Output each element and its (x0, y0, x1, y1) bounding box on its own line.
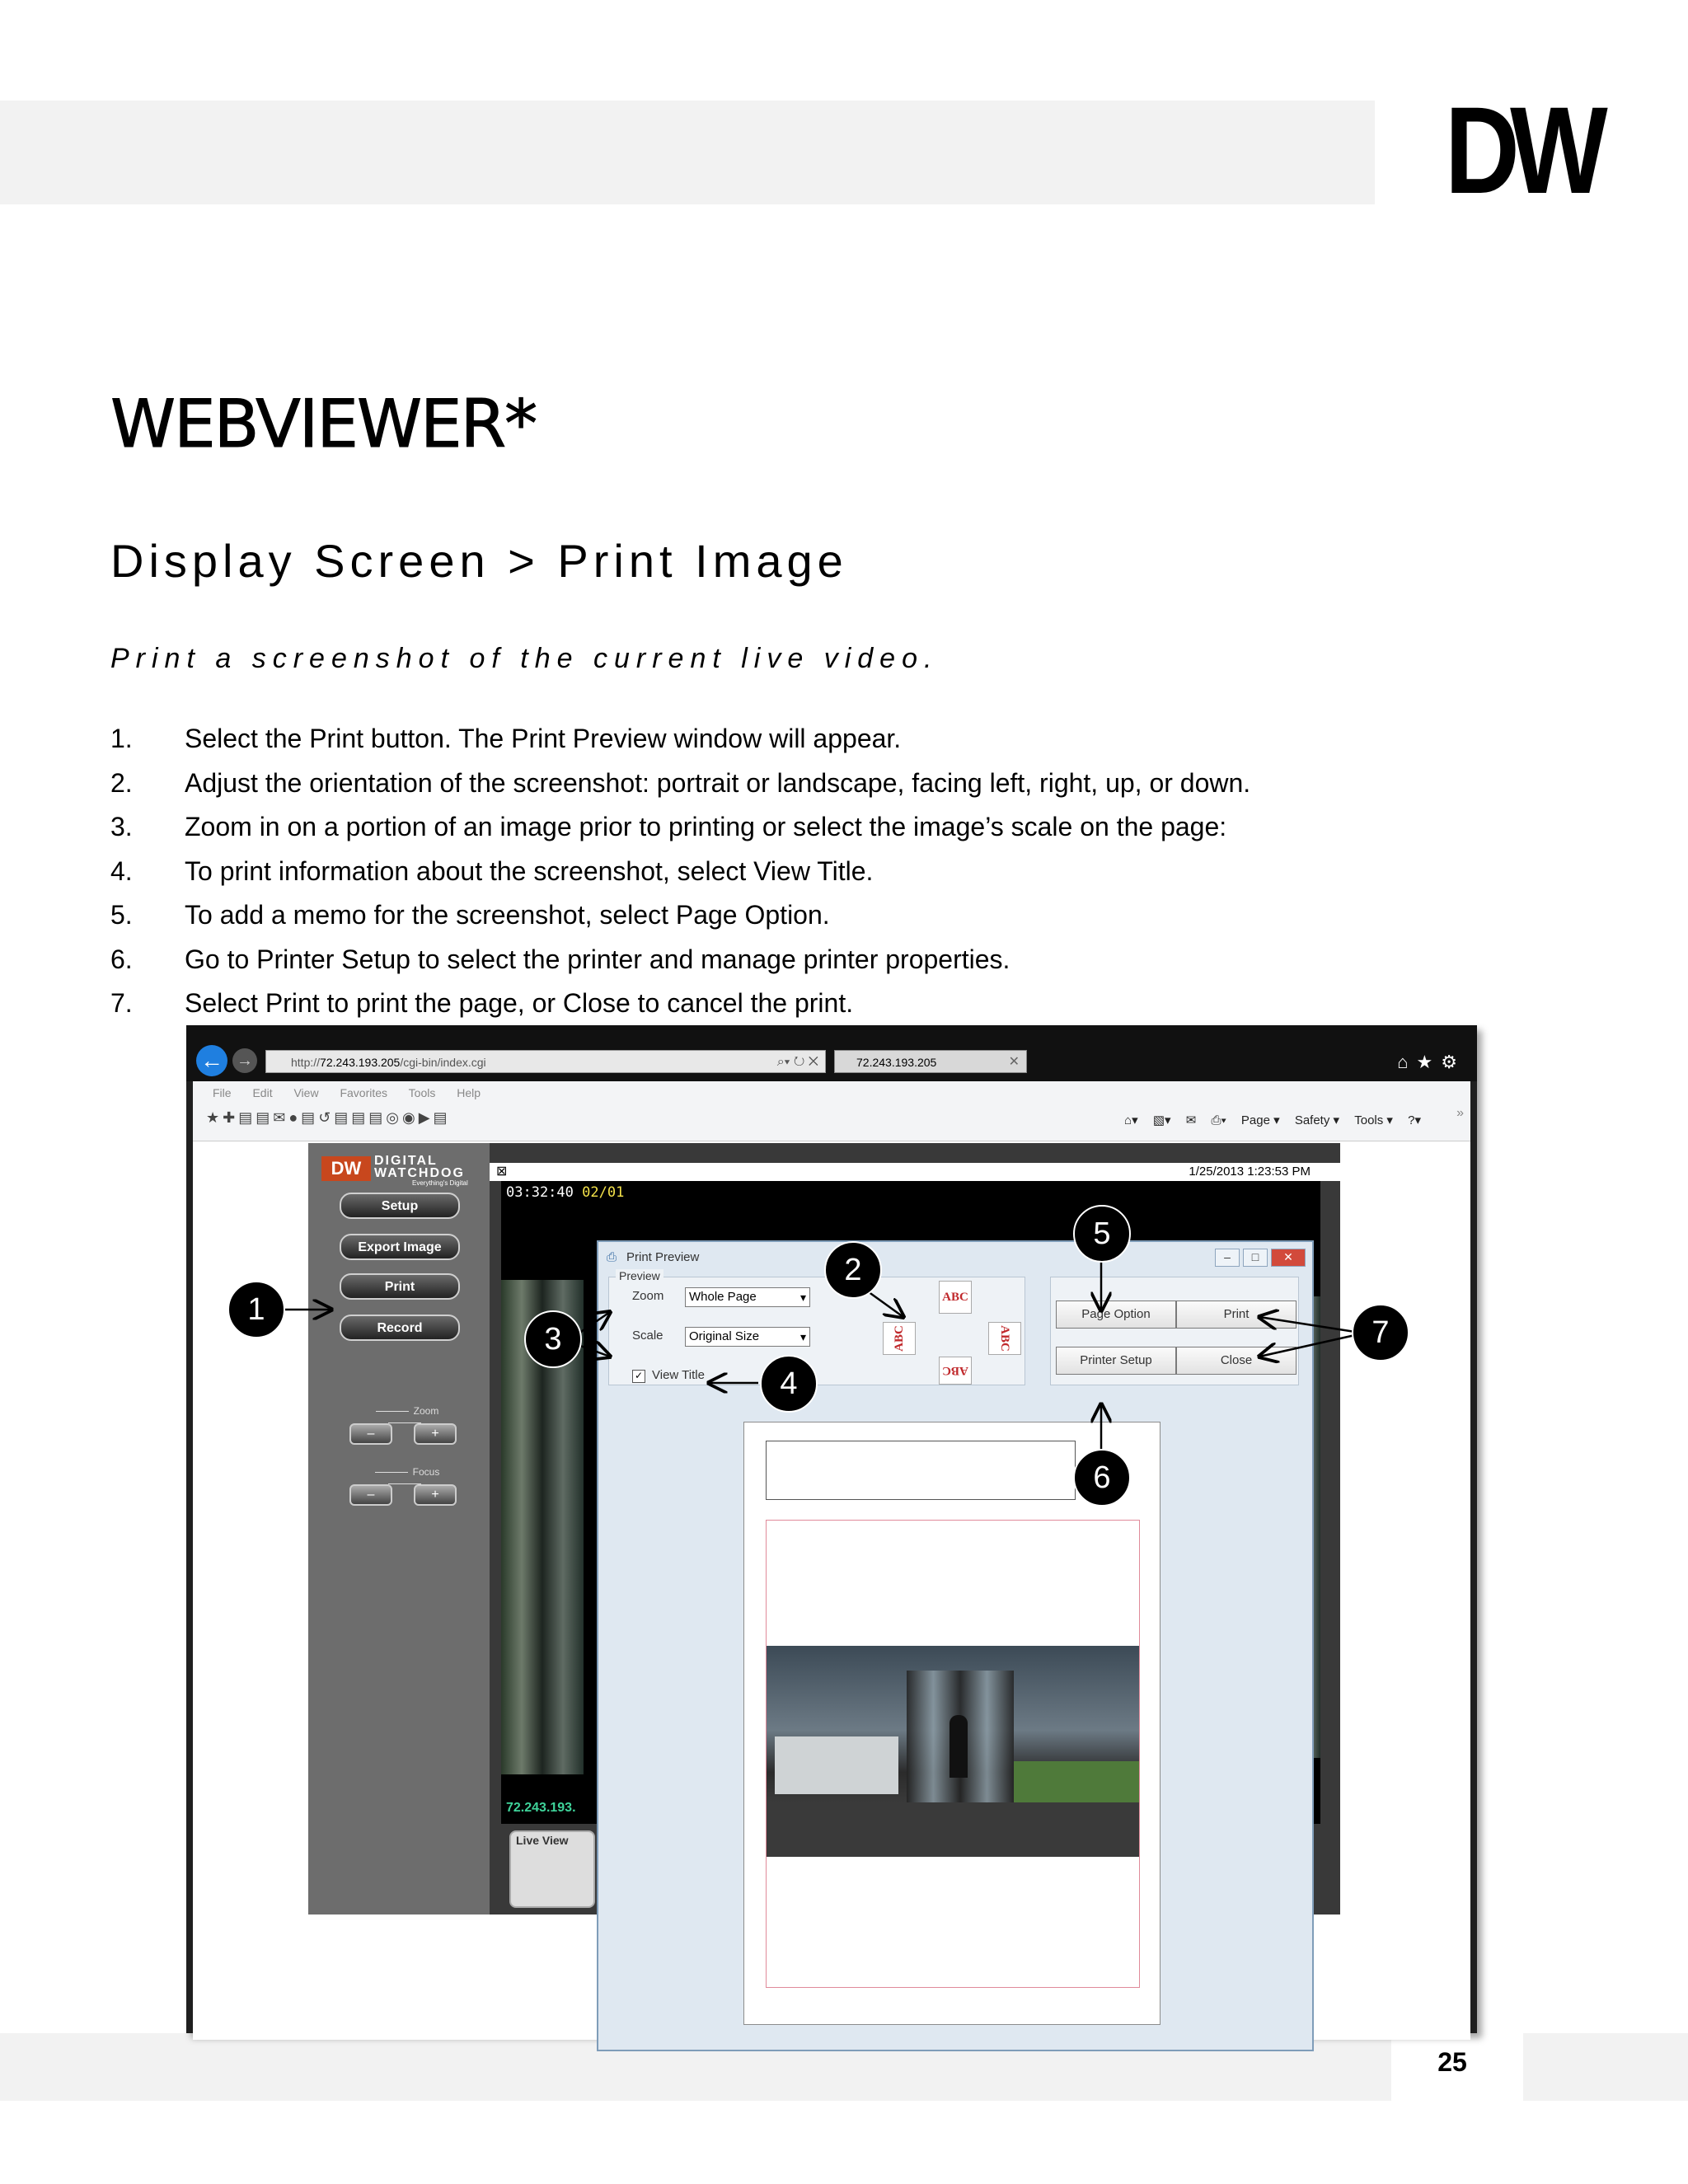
gear-icon[interactable]: ⚙ (1441, 1052, 1465, 1072)
callout-3: 3 (524, 1310, 582, 1368)
menu-favorites[interactable]: Favorites (340, 1086, 388, 1099)
window-controls (1212, 1249, 1306, 1267)
menu-edit[interactable]: Edit (252, 1086, 273, 1099)
mail-icon[interactable]: ✉ (1185, 1113, 1197, 1127)
address-actions[interactable] (777, 1051, 818, 1074)
step-number: 5. (110, 900, 133, 930)
menu-help[interactable]: Help (457, 1086, 481, 1099)
print-area (766, 1520, 1140, 1988)
record-button[interactable]: Record (340, 1315, 460, 1341)
maximize-icon[interactable]: □ (1243, 1249, 1268, 1267)
dialog-close-button[interactable]: Close (1176, 1347, 1296, 1375)
section-title: Display Screen > Print Image (110, 535, 848, 587)
favorites-bar[interactable]: ★✚▤▤✉●▤↺▤▤▤◎◉▶▤ (206, 1109, 451, 1126)
callout-5: 5 (1073, 1205, 1131, 1263)
menu-bar (213, 1086, 499, 1099)
stop-icon[interactable]: ✕ (808, 1055, 818, 1069)
screenshot-figure (186, 1025, 1477, 2033)
chevron-right-icon[interactable]: » (1456, 1106, 1464, 1120)
focus-label: Focus (349, 1466, 460, 1489)
orientation-down-button[interactable]: ABC (939, 1357, 972, 1385)
photo-floor (767, 1802, 1139, 1857)
address-bar[interactable] (265, 1050, 826, 1073)
page-title: WEBVIEWER* (110, 386, 537, 462)
orientation-left-button[interactable]: ABC (883, 1322, 916, 1355)
header-band (0, 101, 1375, 204)
address-host: 72.243.193.205 (320, 1056, 401, 1069)
app-status-bar (490, 1163, 1340, 1181)
address-path: /cgi-bin/index.cgi (400, 1056, 486, 1069)
page-menu[interactable]: Page ▾ (1240, 1113, 1280, 1127)
browser-menu-area (193, 1081, 1470, 1141)
steps-list (110, 717, 1561, 1026)
printer-icon[interactable]: ⎙▾ (1211, 1113, 1226, 1127)
callout-2: 2 (824, 1241, 882, 1299)
callout-7: 7 (1352, 1304, 1409, 1361)
preview-group (608, 1269, 1025, 1385)
refresh-icon[interactable]: ↻ (793, 1055, 805, 1069)
section-lead: Print a screenshot of the current live video. (110, 643, 939, 674)
page-option-button[interactable]: Page Option (1056, 1301, 1176, 1329)
printer-setup-button[interactable]: Printer Setup (1056, 1347, 1176, 1375)
live-view-label: Live View (516, 1834, 569, 1847)
arrow-right-icon: → (237, 1052, 253, 1070)
browser-window (186, 1025, 1477, 2033)
list-item (110, 982, 1561, 1026)
help-icon[interactable]: ?▾ (1408, 1113, 1421, 1127)
video-timestamp (506, 1184, 624, 1201)
list-item (110, 717, 1561, 762)
step-text: To add a memo for the screenshot, select Page Option. (185, 900, 830, 930)
close-icon[interactable]: ✕ (1008, 1055, 1020, 1069)
zoom-label: Zoom (632, 1289, 664, 1303)
screenshot-image (767, 1646, 1139, 1857)
search-icon[interactable]: ⌕▾ (776, 1055, 790, 1069)
list-item (110, 850, 1561, 894)
list-item (110, 762, 1561, 806)
video-camera: 02/01 (582, 1184, 625, 1201)
step-text: Zoom in on a portion of an image prior to printing or select the image’s scale on the page: (185, 812, 1227, 841)
print-preview-dialog (597, 1240, 1314, 2051)
orientation-up-button[interactable]: ABC (939, 1281, 972, 1314)
close-icon[interactable]: ✕ (1271, 1249, 1306, 1267)
scale-label: Scale (632, 1329, 663, 1343)
memo-box (766, 1441, 1076, 1500)
step-number: 6. (110, 944, 133, 974)
arrow-left-icon: ← (200, 1047, 223, 1073)
view-title-checkbox[interactable]: ✓ (632, 1370, 645, 1383)
preview-legend: Preview (616, 1269, 663, 1282)
star-icon[interactable]: ★ (1416, 1052, 1442, 1072)
menu-file[interactable]: File (213, 1086, 232, 1099)
command-bar (1113, 1113, 1421, 1127)
menu-view[interactable]: View (293, 1086, 319, 1099)
tools-menu[interactable]: Tools ▾ (1354, 1113, 1393, 1127)
print-button[interactable]: Print (340, 1273, 460, 1300)
step-number: 1. (110, 724, 133, 753)
print-actions-group (1050, 1277, 1299, 1385)
datetime: 1/25/2013 1:23:53 PM (1189, 1165, 1311, 1179)
step-text: To print information about the screenshot, select View Title. (185, 855, 874, 886)
home-menu-icon[interactable]: ⌂▾ (1124, 1113, 1138, 1127)
dw-logo (1444, 81, 1609, 219)
menu-tools[interactable]: Tools (408, 1086, 436, 1099)
zoom-select[interactable]: Whole Page ▾ (685, 1287, 810, 1307)
callout-6: 6 (1073, 1449, 1131, 1507)
feeds-icon[interactable]: ▧▾ (1152, 1113, 1171, 1127)
logo-text: DW (1445, 81, 1609, 219)
step-text: Select Print to print the page, or Close to cancel the print. (185, 988, 854, 1018)
view-title-label: View Title (652, 1368, 705, 1382)
browser-tab[interactable] (834, 1050, 1027, 1073)
photo-grass (1014, 1761, 1139, 1802)
step-text: Go to Printer Setup to select the printer and manage printer properties. (185, 944, 1010, 974)
export-image-button[interactable]: Export Image (340, 1234, 460, 1260)
logo-name: DIGITAL WATCHDOG (374, 1154, 465, 1180)
forward-button[interactable] (232, 1048, 257, 1073)
logo-dw: DW (321, 1156, 371, 1181)
tab-title: 72.243.193.205 (856, 1056, 937, 1069)
live-view-panel[interactable] (509, 1830, 595, 1908)
step-number: 3. (110, 812, 133, 841)
footer-band-right (1523, 2033, 1688, 2101)
home-icon[interactable]: ⌂ (1397, 1052, 1417, 1072)
logo-tagline: Everything's Digital (412, 1179, 468, 1187)
zoom-in-button[interactable]: + (414, 1423, 457, 1445)
safety-menu[interactable]: Safety ▾ (1294, 1113, 1340, 1127)
focus-near-button[interactable]: – (349, 1484, 392, 1506)
browser-toolbar-icons (1397, 1052, 1465, 1073)
zoom-out-button[interactable]: – (349, 1423, 392, 1445)
scale-select[interactable]: Original Size ▾ (685, 1327, 810, 1347)
step-number: 2. (110, 767, 133, 798)
printer-icon: ⎙ (607, 1250, 617, 1264)
photo-person (950, 1715, 968, 1778)
browser-titlebar (186, 1025, 1477, 1081)
dialog-print-button[interactable]: Print (1176, 1301, 1296, 1329)
setup-button[interactable]: Setup (340, 1193, 460, 1219)
minimize-icon[interactable]: – (1215, 1249, 1240, 1267)
callout-4: 4 (760, 1355, 818, 1413)
page-number: 25 (1437, 2047, 1467, 2077)
orientation-right-button[interactable]: ABC (988, 1322, 1021, 1355)
focus-far-button[interactable]: + (414, 1484, 457, 1506)
app-sidebar (308, 1143, 490, 1915)
back-button[interactable] (196, 1045, 227, 1076)
step-number: 7. (110, 988, 133, 1018)
dialog-title: Print Preview (626, 1250, 700, 1264)
callout-1: 1 (227, 1281, 285, 1338)
step-text: Adjust the orientation of the screenshot: portrait or landscape, facing left, right, up, or down. (185, 767, 1251, 798)
fullscreen-icon[interactable]: ⊠ (496, 1165, 508, 1179)
video-ip: 72.243.193. (506, 1801, 576, 1815)
list-item (110, 805, 1561, 850)
list-item (110, 938, 1561, 982)
step-text: Select the Print button. The Print Preview window will appear. (185, 724, 902, 753)
print-preview-page (743, 1422, 1160, 2025)
zoom-label: Zoom (349, 1405, 460, 1428)
photo-counter (775, 1736, 898, 1794)
digital-watchdog-logo (321, 1153, 478, 1186)
video-time: 03:32:40 (506, 1184, 574, 1201)
list-item (110, 893, 1561, 938)
address-prefix: http:// (291, 1056, 321, 1069)
step-number: 4. (110, 855, 133, 886)
